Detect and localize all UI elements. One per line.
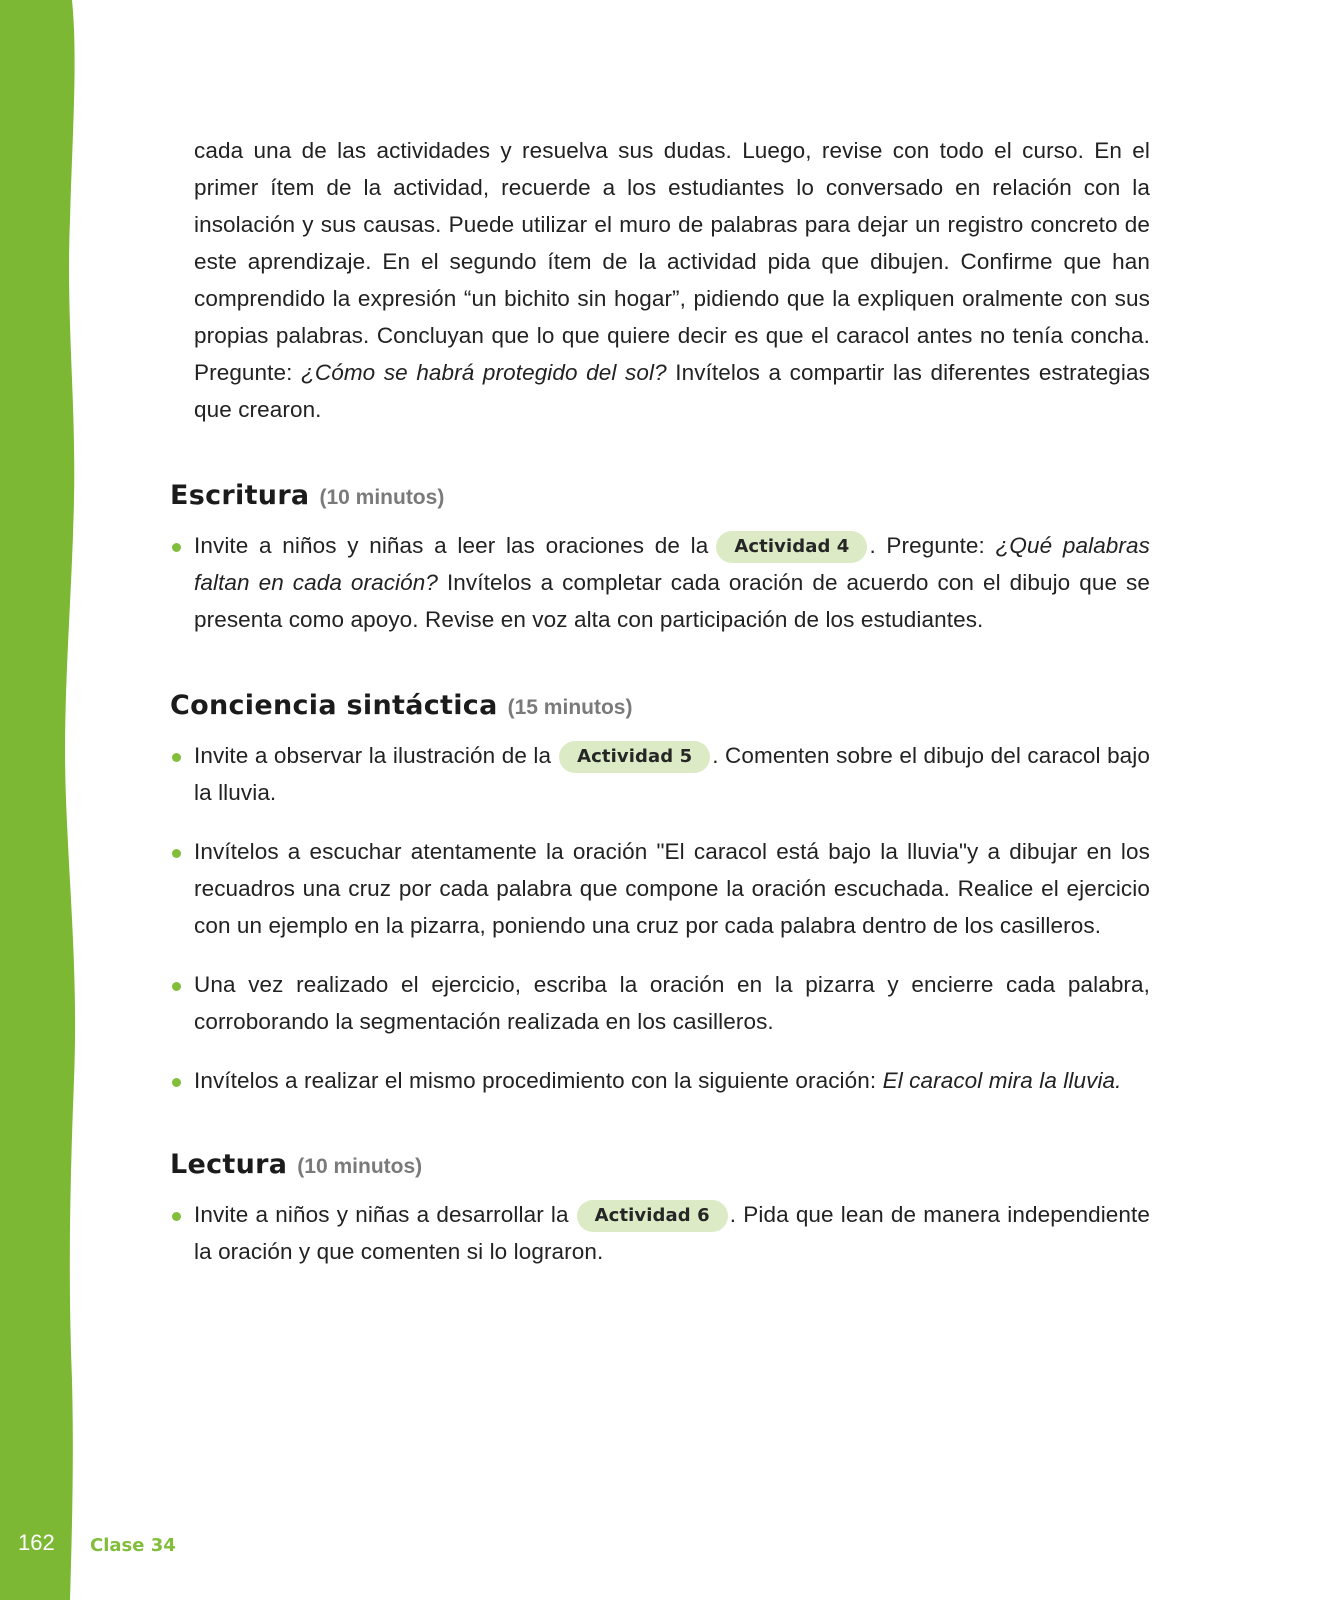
bullet-icon	[172, 543, 181, 552]
section-time: (10 minutos)	[319, 486, 445, 509]
bullet-icon	[172, 1078, 181, 1087]
activity-badge: Actividad 4	[716, 531, 867, 563]
bullet-icon	[172, 753, 181, 762]
page-number: 162	[18, 1530, 55, 1555]
class-label: Clase 34	[90, 1535, 176, 1556]
section-conciencia-header	[170, 690, 1150, 721]
list-item: Invite a niños y niñas a desarrollar la Actividad 6 . Pida que lean de manera independiente la oración y que comenten si lo lograron.	[170, 1196, 1150, 1270]
list-item: Invítelos a realizar el mismo procedimiento con la siguiente oración: El caracol mira la lluvia.	[170, 1062, 1150, 1099]
activity-badge: Actividad 5	[559, 741, 710, 773]
section-time: (15 minutos)	[507, 696, 633, 719]
intro-paragraph: cada una de las actividades y resuelva sus dudas. Luego, revise con todo el curso. En el primer ítem de la actividad, recuerde a los estudiantes lo conversado en relación con la insolación y sus causas. Puede utilizar el muro de palabras para dejar un registro concreto de este aprendizaje. En el segundo ítem de la actividad pida que dibujen. Confirme que han comprendido la expresión “un bichito sin hogar”, pidiendo que la expliquen oralmente con sus propias palabras. Concluyan que lo que quiere decir es que el caracol antes no tenía concha. Pregunte: ¿Cómo se habrá protegido del sol? Invítelos a compartir las diferentes estrategias que crearon.	[194, 138, 1150, 422]
section-title: Escritura	[170, 480, 310, 511]
main-content	[170, 132, 1150, 1270]
list-item: Invite a observar la ilustración de la Actividad 5 . Comenten sobre el dibujo del caracol bajo la lluvia.	[170, 737, 1150, 811]
list-item: Invítelos a escuchar atentamente la oración "El caracol está bajo la lluvia"y a dibujar en los recuadros una cruz por cada palabra que compone la oración escuchada. Realice el ejercicio con un ejemplo en la pizarra, poniendo una cruz por cada palabra dentro de los casilleros.	[170, 833, 1150, 944]
section-escritura-header	[170, 480, 1150, 511]
activity-badge: Actividad 6	[577, 1200, 728, 1232]
intro-italic-question: ¿Cómo se habrá protegido del sol?	[301, 360, 667, 385]
list-item: Una vez realizado el ejercicio, escriba la oración en la pizarra y encierre cada palabra, corroborando la segmentación realizada en los casilleros.	[170, 966, 1150, 1040]
section-time: (10 minutos)	[297, 1155, 423, 1178]
list-item: Invite a niños y niñas a leer las oraciones de la Actividad 4 . Pregunte: ¿Qué palabras faltan en cada oración? Invítelos a completar cada oración de acuerdo con el dibujo que se presenta como apoyo. Revise en voz alta con participación de los estudiantes.	[170, 527, 1150, 638]
green-side-band	[0, 0, 90, 1600]
section-lectura-header	[170, 1149, 1150, 1180]
bullet-icon	[172, 849, 181, 858]
section-title: Conciencia sintáctica	[170, 690, 498, 721]
section-title: Lectura	[170, 1149, 288, 1180]
bullet-icon	[172, 982, 181, 991]
bullet-icon	[172, 1212, 181, 1221]
